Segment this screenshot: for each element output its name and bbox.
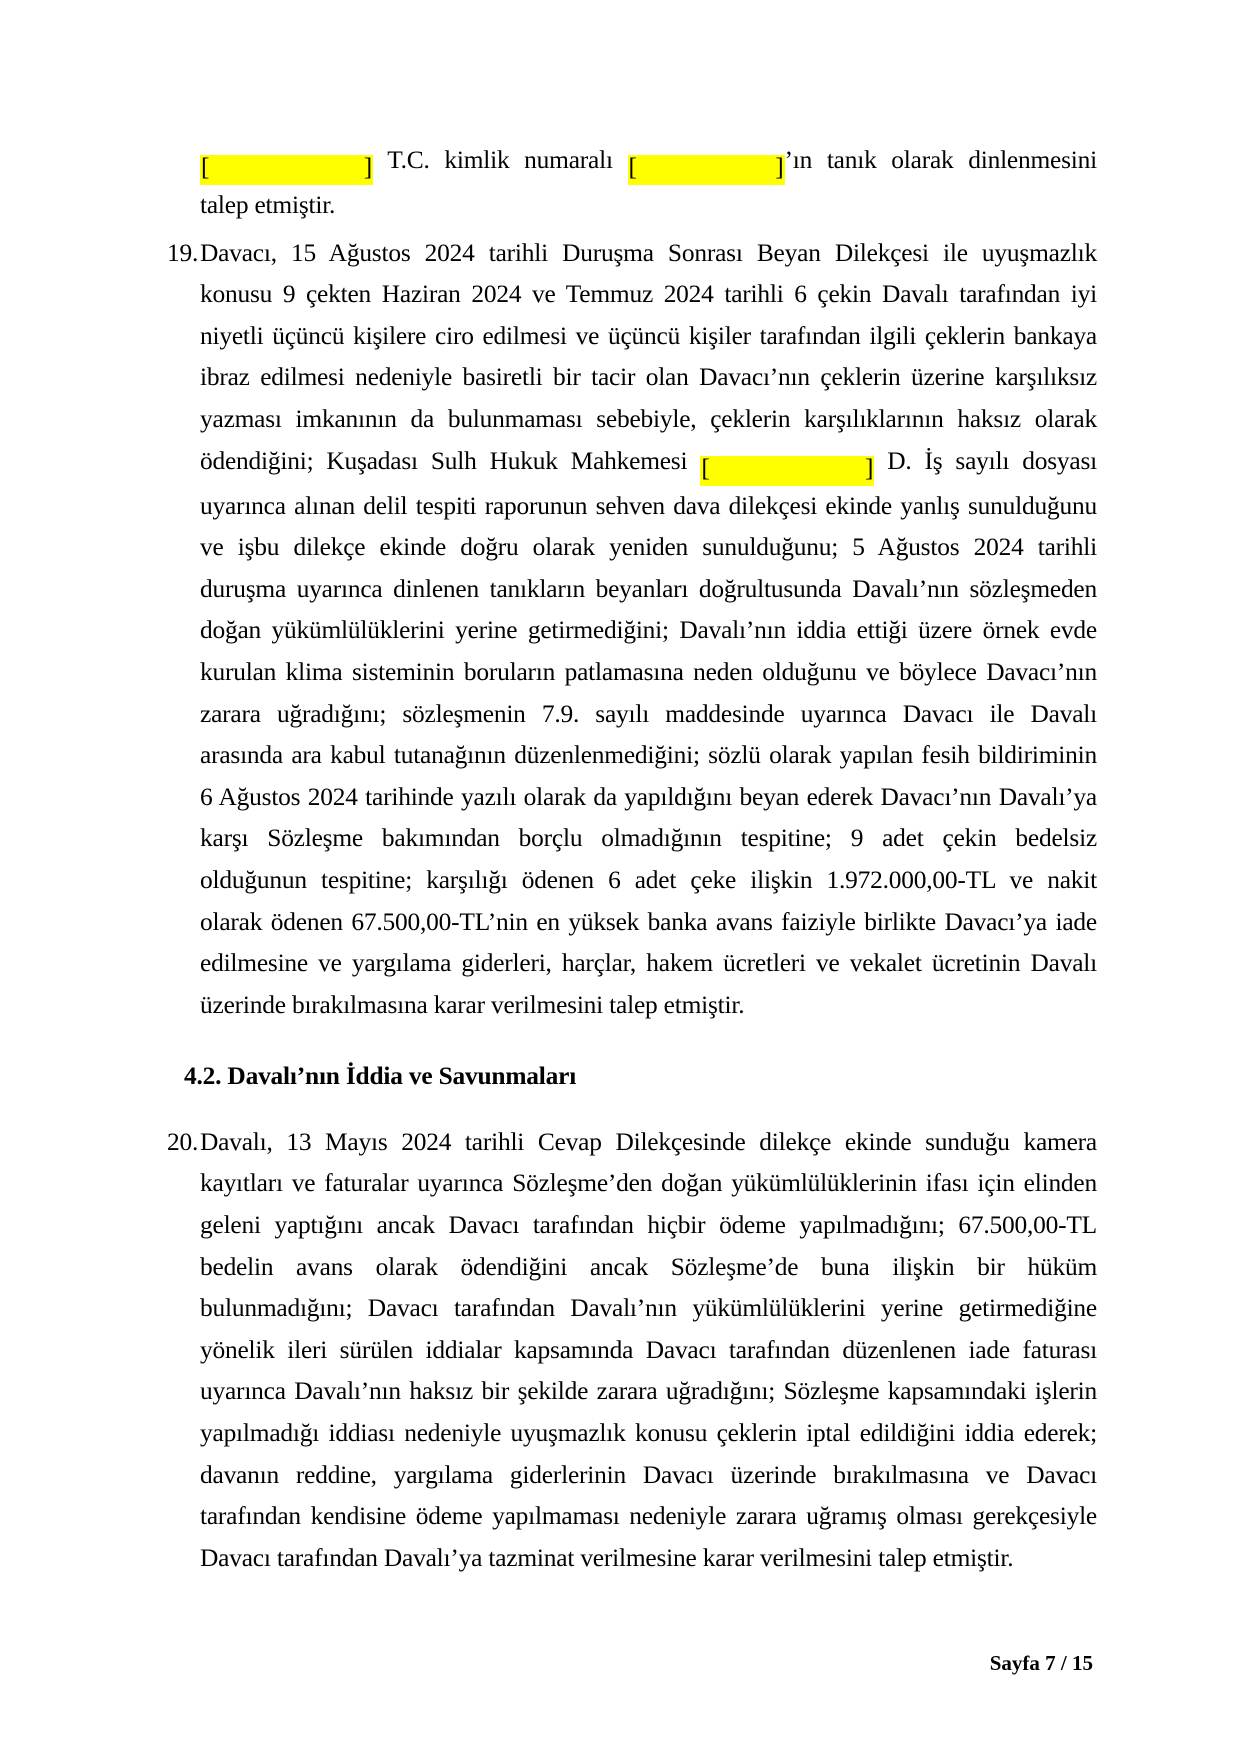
paragraph-number: 19. — [167, 238, 199, 267]
text-run: talep etmiştir. — [200, 191, 336, 219]
text-run: olarak ödenen 67.500,00-TL’nin en yüksek banka avans faiziyle birlikte Davacı’ya iade — [200, 907, 1097, 936]
text-line — [200, 652, 1097, 694]
text-line — [200, 1288, 1097, 1330]
text-line — [200, 399, 1097, 441]
paragraph — [167, 1122, 1097, 1580]
text-run: bulunmadığını; Davacı tarafından Davalı’nın yükümlülüklerini yerine getirmediğine — [200, 1294, 1097, 1323]
text-run: T.C. kimlik numaralı — [373, 146, 628, 174]
text-line — [200, 1371, 1097, 1413]
text-line — [200, 185, 1097, 227]
text-line — [200, 527, 1097, 569]
text-run: yönelik ileri sürülen iddialar kapsamında Davacı tarafından düzenlenen iade faturası — [200, 1335, 1097, 1364]
text-run: niyetli üçüncü kişilere ciro edilmesi ve üçüncü kişiler tarafından ilgili çeklerin bankaya — [200, 321, 1097, 350]
text-run: konusu 9 çekten Haziran 2024 ve Temmuz 2024 tarihli 6 çekin Davalı tarafından iyi — [200, 280, 1097, 309]
text-line — [200, 1122, 1097, 1164]
text-run: ödendiğini; Kuşadası Sulh Hukuk Mahkemesi — [200, 446, 701, 475]
text-line — [200, 1163, 1097, 1205]
text-run: edilmesine ve yargılama giderleri, harçlar, hakem ücretleri ve vekalet ücretinin Davalı — [200, 949, 1097, 978]
page-footer — [990, 1650, 1093, 1676]
text-line — [200, 818, 1097, 860]
text-run: bedelin avans olarak ödendiğini ancak Sözleşme’de buna ilişkin bir hüküm — [200, 1252, 1097, 1281]
text-run: ve işbu dilekçe ekinde doğru olarak yeniden sunulduğunu; 5 Ağustos 2024 tarihli — [200, 533, 1097, 562]
text-run: uyarınca Davalı’nın haksız bir şekilde zarara uğradığını; Sözleşme kapsamındaki işlerin — [200, 1377, 1097, 1406]
page-number: Sayfa 7 / 15 — [989, 1651, 1093, 1675]
text-run: yapılmadığı iddiası nedeniyle uyuşmazlık konusu çeklerin iptal edildiğini iddia ederek; — [200, 1419, 1097, 1448]
text-line — [200, 777, 1097, 819]
text-run: uyarınca alınan delil tespiti raporunun sehven dava dilekçesi ekinde yanlış sunulduğunu — [200, 491, 1097, 520]
text-line — [200, 316, 1097, 358]
text-run: 6 Ağustos 2024 tarihinde yazılı olarak da yapıldığını beyan ederek Davacı’nın Davalı’ya — [200, 782, 1097, 811]
text-line — [200, 357, 1097, 399]
text-line — [200, 1496, 1097, 1538]
text-line — [200, 233, 1097, 275]
redaction-open-bracket: [ — [201, 153, 210, 181]
text-run: ’ın tanık olarak dinlenmesini — [784, 146, 1097, 174]
paragraph-number: 20. — [167, 1127, 199, 1156]
paragraph — [200, 140, 1097, 227]
redaction-close-bracket: ] — [775, 153, 784, 181]
document-body — [167, 140, 1097, 1579]
text-run: Davalı, 13 Mayıs 2024 tarihli Cevap Dilekçesinde dilekçe ekinde sunduğu kamera — [200, 1127, 1097, 1156]
redaction-open-bracket: [ — [628, 153, 637, 181]
text-line — [200, 1455, 1097, 1497]
text-line — [200, 1413, 1097, 1455]
redaction-highlight — [628, 155, 785, 185]
text-line — [200, 1330, 1097, 1372]
text-run: duruşma uyarınca dinlenen tanıkların beyanları doğrultusunda Davalı’nın sözleşmeden — [200, 574, 1097, 603]
paragraph — [167, 233, 1097, 1027]
text-line — [200, 694, 1097, 736]
text-run: Davacı tarafından Davalı’ya tazminat verilmesine karar verilmesini talep etmiştir. — [200, 1543, 1014, 1572]
redaction-open-bracket: [ — [701, 453, 710, 482]
text-run: arasında ara kabul tutanağının düzenlenmediğini; sözlü olarak yapılan fesih bildiriminin — [200, 741, 1097, 770]
text-run: davanın reddine, yargılama giderlerinin Davacı üzerinde bırakılmasına ve Davacı — [200, 1460, 1097, 1489]
redaction-close-bracket: ] — [865, 453, 874, 482]
text-line — [200, 1247, 1097, 1289]
text-line — [200, 274, 1097, 316]
text-run: yazması imkanının da bulunmaması sebebiyle, çeklerin karşılıklarının haksız olarak — [200, 404, 1097, 433]
text-line — [200, 902, 1097, 944]
text-line — [200, 140, 1097, 185]
redaction-highlight — [200, 155, 373, 185]
text-run: ibraz edilmesi nedeniyle basiretli bir tacir olan Davacı’nın çeklerin üzerine karşılıksız — [200, 363, 1097, 392]
text-line — [200, 610, 1097, 652]
text-run: olduğunun tespitine; karşılığı ödenen 6 adet çeke ilişkin 1.972.000,00-TL ve nakit — [200, 865, 1097, 894]
text-line — [200, 1205, 1097, 1247]
text-run: Davacı, 15 Ağustos 2024 tarihli Duruşma Sonrası Beyan Dilekçesi ile uyuşmazlık — [200, 238, 1097, 267]
text-run: üzerinde bırakılmasına karar verilmesini talep etmiştir. — [200, 990, 745, 1019]
text-line — [200, 985, 1097, 1027]
text-run: doğan yükümlülüklerini yerine getirmediğini; Davalı’nın iddia ettiği üzere örnek evde — [200, 616, 1097, 645]
section-heading: 4.2. Davalı’nın İddia ve Savunmaları — [184, 1062, 577, 1091]
text-run: tarafından kendisine ödeme yapılmaması nedeniyle zarara uğramış olması gerekçesiyle — [200, 1502, 1097, 1531]
text-run: karşı Sözleşme bakımından borçlu olmadığının tespitine; 9 adet çekin bedelsiz — [200, 824, 1097, 853]
text-line — [200, 486, 1097, 528]
text-line — [200, 569, 1097, 611]
text-line — [200, 943, 1097, 985]
text-line — [200, 860, 1097, 902]
text-run: zarara uğradığını; sözleşmenin 7.9. sayılı maddesinde uyarınca Davacı ile Davalı — [200, 699, 1097, 728]
text-line — [200, 735, 1097, 777]
text-line — [200, 1538, 1097, 1580]
text-run: kurulan klima sisteminin boruların patlamasına neden olduğunu ve böylece Davacı’nın — [200, 657, 1097, 686]
text-line — [200, 441, 1097, 486]
text-run: D. İş sayılı dosyası — [874, 446, 1097, 475]
redaction-close-bracket: ] — [363, 153, 372, 181]
text-run: geleni yaptığını ancak Davacı tarafından hiçbir ödeme yapılmadığını; 67.500,00-TL — [200, 1211, 1097, 1240]
text-run: kayıtları ve faturalar uyarınca Sözleşme’den doğan yükümlülüklerinin ifası için elinden — [200, 1169, 1097, 1198]
redaction-highlight — [700, 453, 874, 486]
